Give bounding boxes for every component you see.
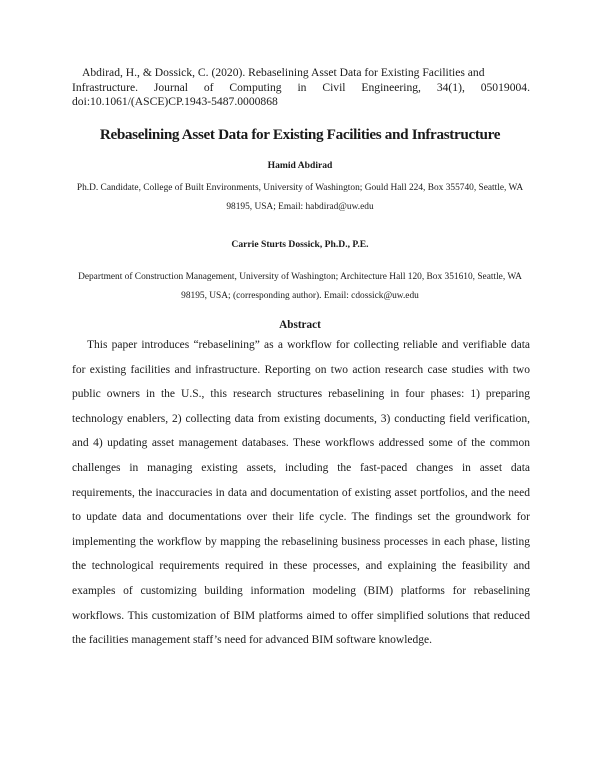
author-name-1: Hamid Abdirad [267,160,333,171]
citation-rest: Infrastructure. Journal of Computing in Civil Engineering, 34(1), 05019004. doi:10.1061/(ASCE)CP.1943-5487.0000868 [72,80,530,108]
author-name-2: Carrie Sturts Dossick, Ph.D., P.E. [231,239,369,250]
author-affiliation-2: Department of Construction Management, University of Washington; Architecture Hall 120, Box 351610, Seattle, WA 98195, USA; (corresponding author). Email: cdossick@uw.edu [78,272,522,301]
citation-line-1: Abdirad, H., & Dossick, C. (2020). Rebaselining Asset Data for Existing Facilities and [82,66,485,79]
abstract-heading: Abstract [279,319,321,331]
citation [72,66,530,110]
abstract-body: This paper introduces “rebaselining” as a workflow for collecting reliable and verifiable data for existing facilities and infrastructure. Reporting on two action research case studies with two public owners in the U.S., this research structures rebaselining in four phases: 1) preparing technology enablers, 2) collecting data from existing documents, 3) conducting field verification, and 4) updating asset management databases. These workflows addressed some of the common challenges in managing existing assets, including the fast-paced changes in asset data requirements, the inaccuracies in data and documentation of existing asset portfolios, and the need to update data and documentations over their life cycle. The findings set the groundwork for implementing the workflow by mapping the rebaselining business processes in each phase, listing the technological requirements required in these processes, and explaining the feasibility and examples of customizing building information modeling (BIM) platforms for rebaselining workflows. This customization of BIM platforms aimed to offer simplified solutions that reduced the facilities management staff’s need for advanced BIM software knowledge. [72,339,530,647]
author-affiliation-1: Ph.D. Candidate, College of Built Environments, University of Washington; Gould Hall 224, Box 355740, Seattle, WA 98195, USA; Email: habdirad@uw.edu [76,183,524,212]
paper-title: Rebaselining Asset Data for Existing Facilities and Infrastructure [99,126,501,143]
